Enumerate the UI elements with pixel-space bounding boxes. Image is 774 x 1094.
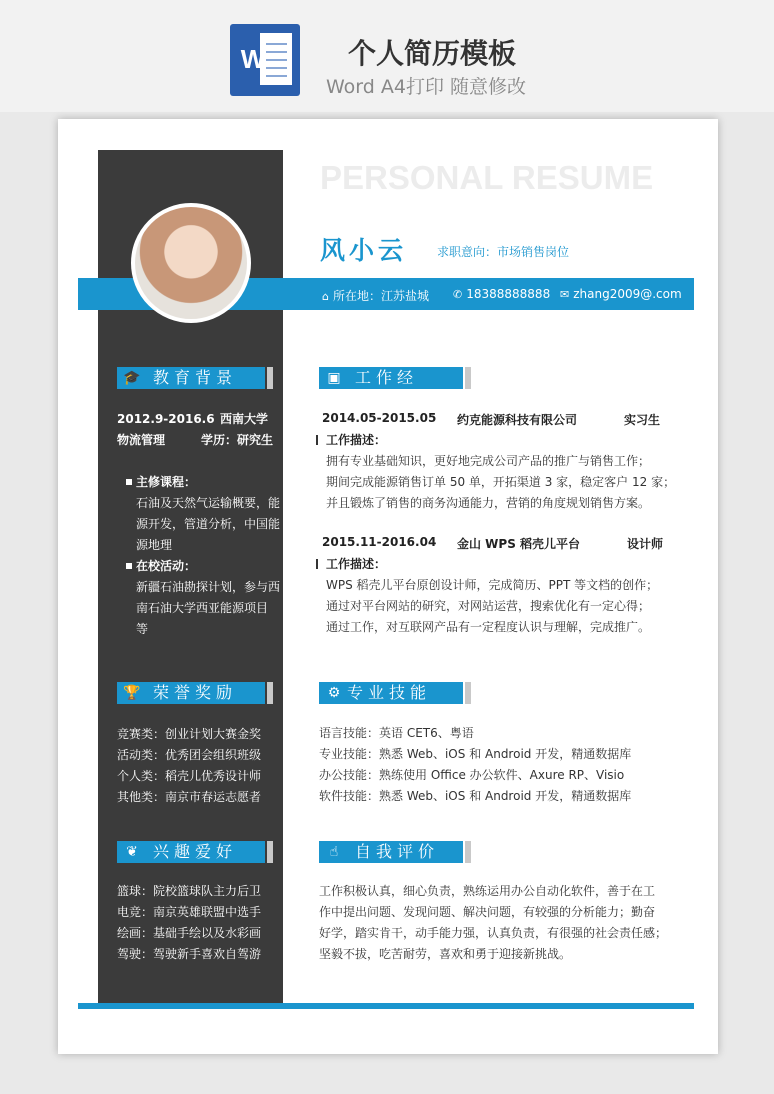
job-intent: 求职意向：市场销售岗位 <box>437 245 570 259</box>
bg-title: PERSONAL RESUME <box>320 159 654 196</box>
hobby-item: 驾驶：驾驶新手喜欢自驾游 <box>117 947 262 961</box>
activity-line: 等 <box>136 622 149 636</box>
briefcase-icon: ▣ <box>327 370 341 386</box>
page-header <box>0 0 774 112</box>
desc-marker <box>316 435 318 445</box>
activity-line: 新疆石油勘探计划，参与西 <box>136 580 281 594</box>
job-desc-line: 通过工作，对互联网产品有一定程度认识与理解，完成推广。 <box>326 620 651 634</box>
contact-location: ⌂ 所在地：江苏盐城 <box>322 289 429 303</box>
edu-line-1: 2012.9-2016.6 西南大学 <box>117 412 269 426</box>
job-desc-line: 通过对平台网站的研究，对网站运营，搜索优化有一定心得； <box>326 599 651 613</box>
bottom-bar <box>78 1003 694 1009</box>
courses-label: 主修课程： <box>136 472 196 493</box>
leaf-icon: ❦ <box>126 844 138 860</box>
section-work: ▣ 工作经 <box>319 367 471 389</box>
courses-line: 源地理 <box>136 538 173 552</box>
job-date: 2014.05-2015.05 <box>322 411 437 425</box>
hobby-item: 电竞：南京英雄联盟中选手 <box>117 905 262 919</box>
award-item: 其他类：南京市春运志愿者 <box>117 790 262 804</box>
section-hobbies: ❦ 兴趣爱好 <box>117 841 273 863</box>
trophy-icon: 🏆 <box>123 685 141 701</box>
hand-icon: ☝ <box>329 844 339 860</box>
courses-line: 石油及天然气运输概要，能 <box>136 496 281 510</box>
award-item: 个人类：稻壳儿优秀设计师 <box>117 769 262 783</box>
job-desc-line: 拥有专业基础知识，更好地完成公司产品的推广与销售工作； <box>326 454 651 468</box>
activity-label: 在校活动： <box>136 556 196 577</box>
section-skills: ⚙ 专业技能 <box>319 682 471 704</box>
page-title: 个人简历模板 <box>348 37 517 70</box>
activity-line: 南石油大学西亚能源项目 <box>136 601 269 615</box>
home-icon: ⌂ <box>322 290 329 303</box>
self-eval-line: 工作积极认真，细心负责，熟练运用办公自动化软件，善于在工 <box>319 884 656 898</box>
award-item: 活动类：优秀团会组织班级 <box>117 748 262 762</box>
contact-phone: ✆ 18388888888 <box>453 287 551 301</box>
job-desc-line: 并且锻炼了销售的商务沟通能力，营销的角度规划销售方案。 <box>326 496 651 510</box>
job-date: 2015.11-2016.04 <box>322 535 437 549</box>
job-company: 金山 WPS 稻壳儿平台 <box>457 537 581 551</box>
page-subtitle: Word A4打印 随意修改 <box>326 76 527 98</box>
job-desc-line: WPS 稻壳儿平台原创设计师，完成简历、PPT 等文档的创作； <box>326 578 659 592</box>
contact-email: ✉ zhang2009@.com <box>560 287 682 301</box>
self-eval-line: 好学，踏实肯干，动手能力强，认真负责，有很强的社会责任感； <box>319 926 668 940</box>
phone-icon: ✆ <box>453 288 463 301</box>
section-awards: 🏆 荣誉奖励 <box>117 682 273 704</box>
job-role: 实习生 <box>624 413 661 427</box>
skill-item: 专业技能：熟悉 Web、iOS 和 Android 开发，精通数据库 <box>319 747 632 761</box>
job-desc-line: 期间完成能源销售订单 50 单，开拓渠道 3 家，稳定客户 12 家； <box>326 475 676 489</box>
self-eval-line: 作中提出问题、发现问题、解决问题，有较强的分析能力；勤奋 <box>319 905 656 919</box>
self-eval-line: 坚毅不拔，吃苦耐劳，喜欢和勇于迎接新挑战。 <box>319 947 572 961</box>
courses-line: 源开发，管道分析，中国能 <box>136 517 281 531</box>
graduation-cap-icon: 🎓 <box>123 370 141 386</box>
job-role: 设计师 <box>627 537 664 551</box>
desc-marker <box>316 559 318 569</box>
job-company: 约克能源科技有限公司 <box>457 413 578 427</box>
edu-line-2: 物流管理 学历：研究生 <box>117 433 274 447</box>
job-desc-label: 工作描述： <box>326 557 387 571</box>
candidate-name: 风小云 <box>320 236 408 265</box>
word-icon: W <box>230 24 300 96</box>
mail-icon: ✉ <box>560 288 570 301</box>
section-self-eval: ☝ 自我评价 <box>319 841 471 863</box>
resume-paper <box>58 119 718 1054</box>
job-desc-label: 工作描述： <box>326 433 387 447</box>
avatar <box>131 203 251 323</box>
gear-icon: ⚙ <box>327 685 341 701</box>
section-education: 🎓 教育背景 <box>117 367 273 389</box>
award-item: 竞赛类：创业计划大赛金奖 <box>117 727 262 741</box>
skill-item: 办公技能：熟练使用 Office 办公软件、Axure RP、Visio <box>319 768 625 782</box>
hobby-item: 绘画：基础手绘以及水彩画 <box>117 926 262 940</box>
skill-item: 软件技能：熟悉 Web、iOS 和 Android 开发，精通数据库 <box>319 789 632 803</box>
skill-item: 语言技能：英语 CET6、粤语 <box>319 726 474 740</box>
hobby-item: 篮球：院校篮球队主力后卫 <box>117 884 262 898</box>
